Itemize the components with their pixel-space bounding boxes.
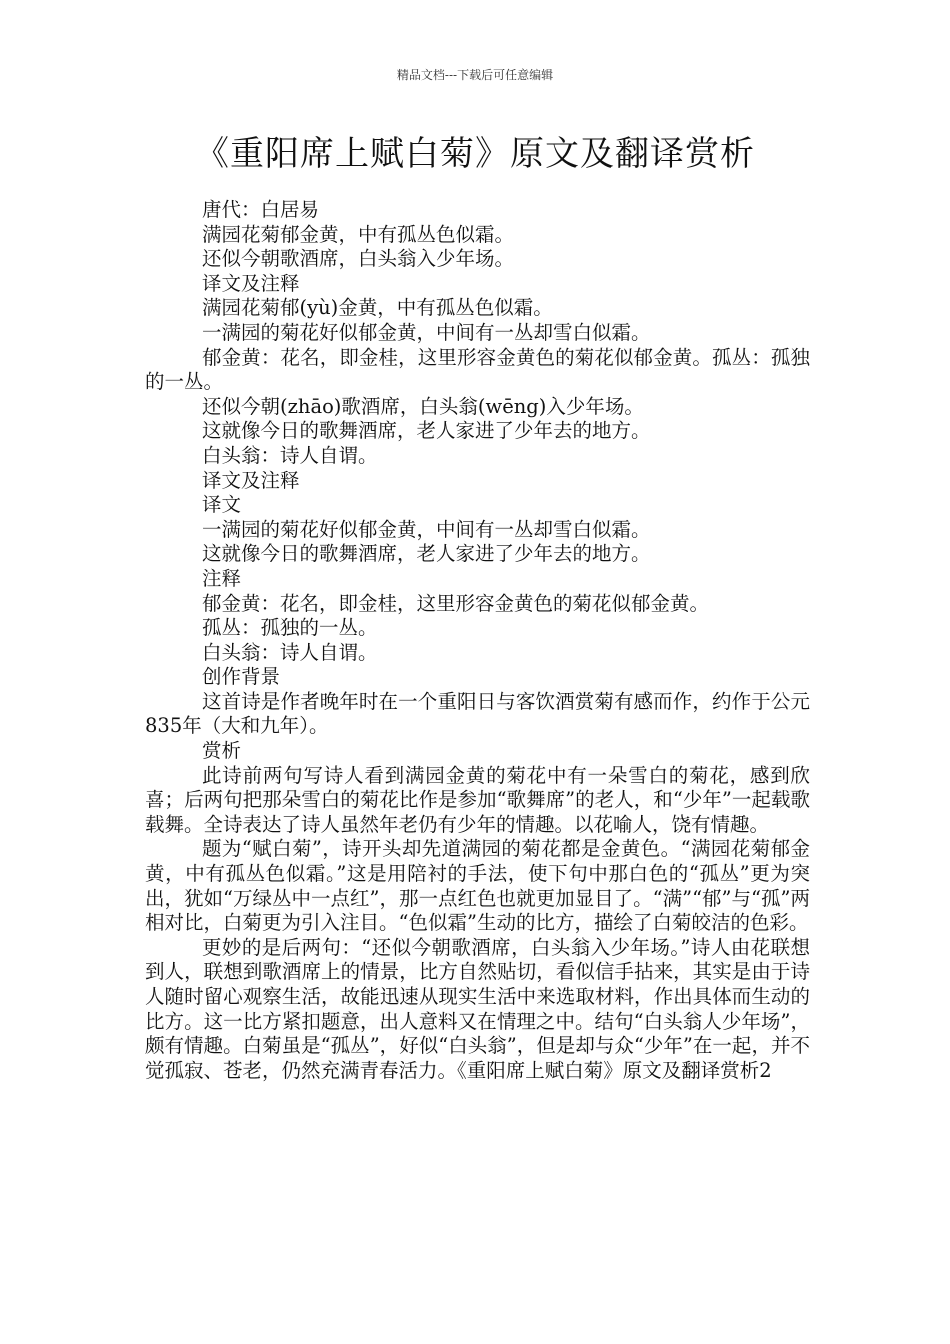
- paragraph: 这首诗是作者晚年时在一个重阳日与客饮酒赏菊有感而作，约作于公元835年（大和九年）。: [145, 689, 810, 738]
- paragraph: 此诗前两句写诗人看到满园金黄的菊花中有一朵雪白的菊花，感到欣喜；后两句把那朵雪白的菊花比作是参加“歌舞席”的老人，和“少年”一起载歌载舞。全诗表达了诗人虽然年老仍有少年的情趣。以花喻人，饶有情趣。: [145, 763, 810, 836]
- section-heading: 译文: [202, 493, 242, 517]
- paragraph: 白头翁：诗人自谓。: [202, 640, 378, 664]
- paragraph: 白头翁：诗人自谓。: [202, 443, 378, 467]
- document-body: [145, 198, 810, 1083]
- paragraph: 一满园的菊花好似郁金黄，中间有一丛却雪白似霜。: [202, 320, 651, 344]
- page-header: 精品文档---下载后可任意编辑: [396, 68, 554, 82]
- document-title: 《重阳席上赋白菊》原文及翻译赏析: [195, 134, 755, 174]
- section-heading: 译文及注释: [202, 271, 300, 295]
- paragraph: 还似今朝(zhāo)歌酒席，白头翁(wēng)入少年场。: [202, 394, 644, 418]
- paragraph: 还似今朝歌酒席，白头翁入少年场。: [202, 247, 515, 271]
- paragraph: 郁金黄：花名，即金桂，这里形容金黄色的菊花似郁金黄。: [202, 591, 710, 615]
- section-heading: 赏析: [202, 739, 242, 763]
- paragraph: 这就像今日的歌舞酒席，老人家进了少年去的地方。: [202, 419, 651, 443]
- paragraph: 唐代：白居易: [202, 198, 320, 221]
- paragraph: 更妙的是后两句：“还似今朝歌酒席，白头翁入少年场。”诗人由花联想到人，联想到歌酒席上的情景，比方自然贴切，看似信手拈来，其实是由于诗人随时留心观察生活，故能迅速从现实生活中来选取材料，作出具体而生动的比方。这一比方紧扣题意，出人意料又在情理之中。结句“白头翁人少年场”，颇有情趣。白菊虽是“孤丛”，好似“白头翁”，但是却与众“少年”在一起，并不觉孤寂、苍老，仍然充满青春活力。《重阳席上赋白菊》原文及翻译赏析2: [145, 935, 810, 1082]
- paragraph: 一满园的菊花好似郁金黄，中间有一丛却雪白似霜。: [202, 517, 651, 541]
- paragraph: 这就像今日的歌舞酒席，老人家进了少年去的地方。: [202, 542, 651, 566]
- paragraph: 题为“赋白菊”，诗开头却先道满园的菊花都是金黄色。“满园花菊郁金黄，中有孤丛色似霜。”这是用陪衬的手法，使下句中那白色的“孤丛”更为突出，犹如“万绿丛中一点红”，那一点红色也就更加显目了。“满”“郁”与“孤”两相对比，白菊更为引入注目。“色似霜”生动的比方，描绘了白菊皎洁的色彩。: [145, 837, 810, 935]
- paragraph: 郁金黄：花名，即金桂，这里形容金黄色的菊花似郁金黄。孤丛：孤独的一丛。: [145, 345, 810, 394]
- paragraph: 满园花菊郁(yù)金黄，中有孤丛色似霜。: [202, 296, 553, 320]
- paragraph: 孤丛：孤独的一丛。: [202, 616, 378, 640]
- paragraph: 满园花菊郁金黄，中有孤丛色似霜。: [202, 222, 515, 246]
- section-heading: 创作背景: [202, 665, 281, 689]
- section-heading: 注释: [202, 566, 242, 590]
- section-heading: 译文及注释: [202, 468, 300, 492]
